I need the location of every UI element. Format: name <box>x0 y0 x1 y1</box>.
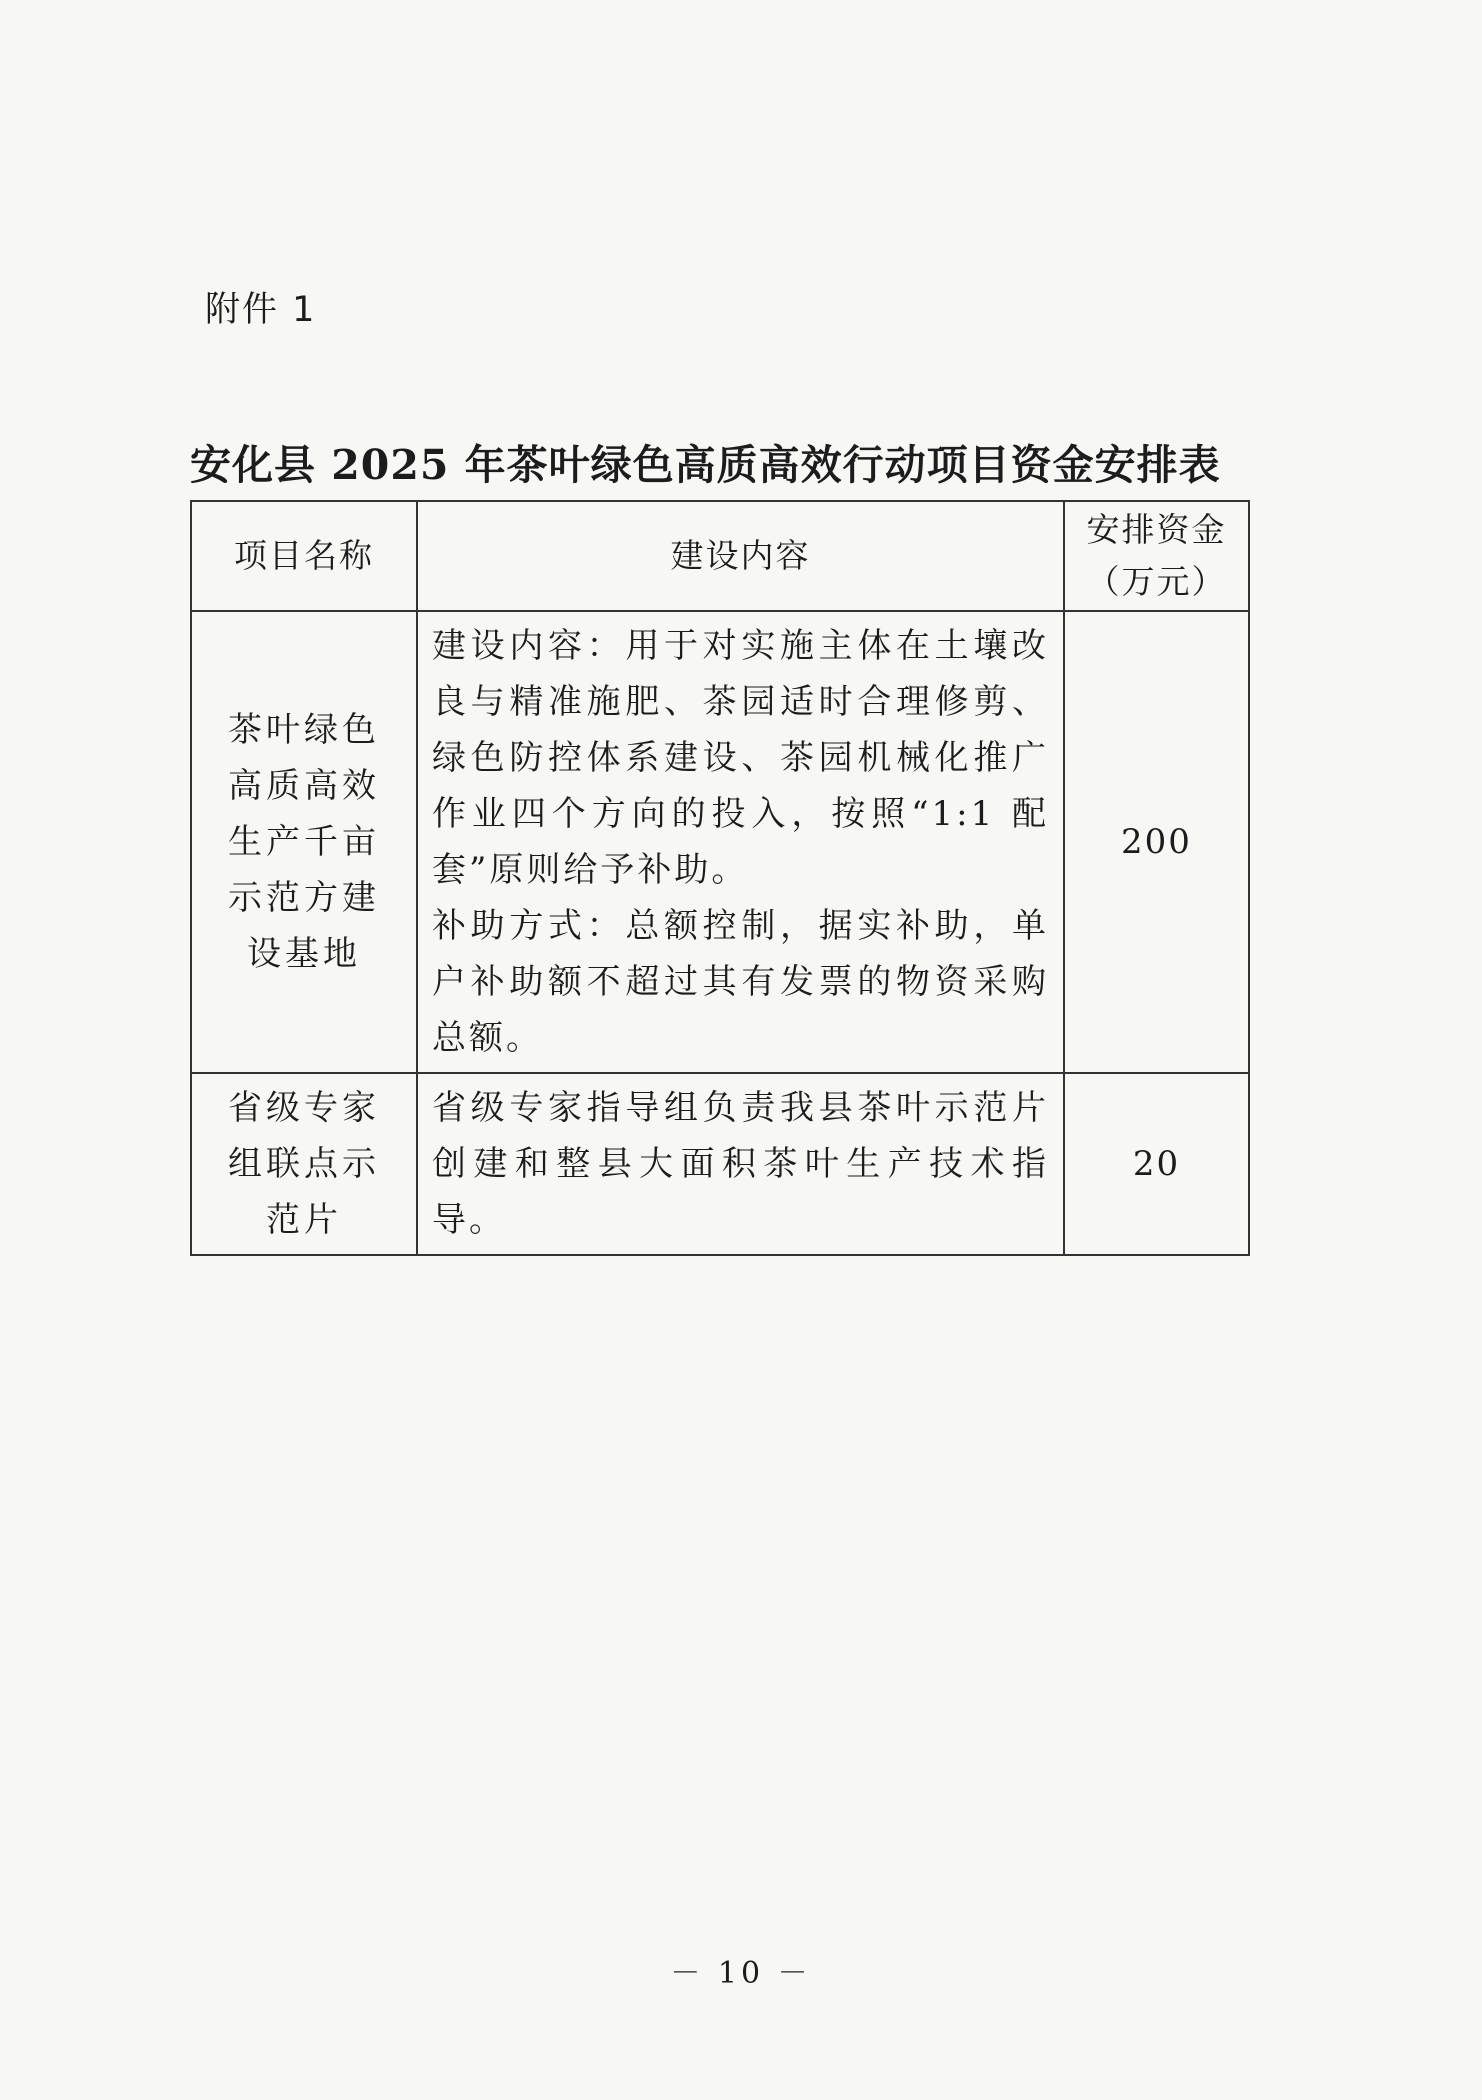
page-number: － 10 － <box>670 1956 812 1991</box>
fund-allocation-table <box>190 500 1250 1256</box>
table-row <box>191 1073 1249 1255</box>
document-title: 安化县 2025 年茶叶绿色高质高效行动项目资金安排表 <box>190 441 1221 489</box>
subsidy-method-text: 补助方式：总额控制，据实补助，单户补助额不超过其有发票的物资采购总额。 <box>432 906 1049 1058</box>
table-row <box>191 611 1249 1073</box>
header-amount-line1: 安排资金 <box>1086 510 1227 549</box>
header-construction-content: 建设内容 <box>417 501 1064 611</box>
header-project-name: 项目名称 <box>191 501 417 611</box>
construction-content-cell <box>417 1073 1064 1255</box>
header-amount-line2: （万元） <box>1086 562 1227 601</box>
construction-content-text: 省级专家指导组负责我县茶叶示范片创建和整县大面积茶叶生产技术指导。 <box>432 1088 1049 1240</box>
amount-cell: 20 <box>1064 1073 1249 1255</box>
attachment-label: 附件 1 <box>205 290 317 330</box>
table-header-row <box>191 501 1249 611</box>
project-name-cell: 茶叶绿色高质高效生产千亩示范方建设基地 <box>191 611 417 1073</box>
construction-content-text: 建设内容：用于对实施主体在土壤改良与精准施肥、茶园适时合理修剪、绿色防控体系建设、茶园机械化推广作业四个方向的投入，按照“1:1 配套”原则给予补助。 <box>432 626 1049 890</box>
project-name-cell: 省级专家组联点示范片 <box>191 1073 417 1255</box>
construction-content-cell <box>417 611 1064 1073</box>
header-amount <box>1064 501 1249 611</box>
amount-cell: 200 <box>1064 611 1249 1073</box>
